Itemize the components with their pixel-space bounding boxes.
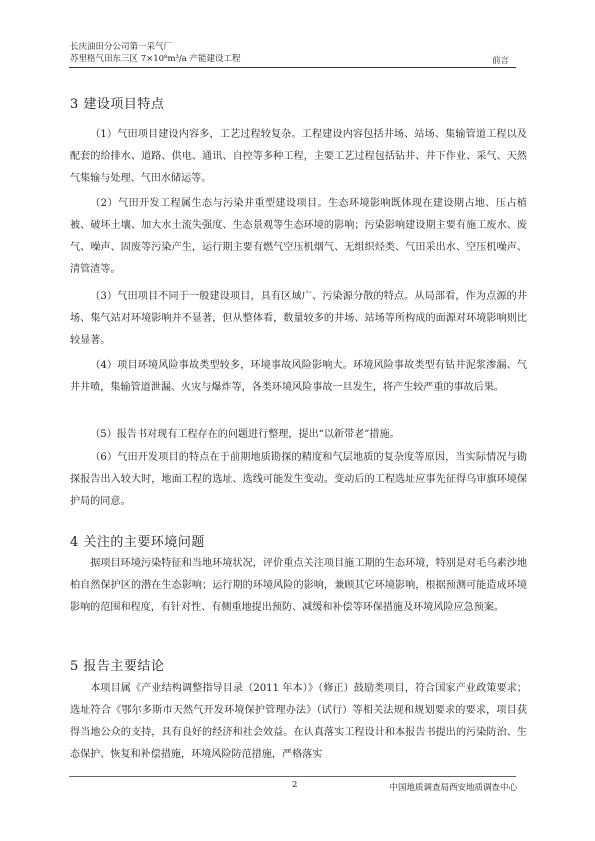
header-divider	[69, 67, 516, 68]
header-company: 长庆油田分公司第一采气厂	[70, 42, 173, 52]
header-project	[70, 41, 241, 65]
footer-divider	[69, 776, 516, 777]
page-number: 2	[292, 780, 298, 790]
paragraph: （1）气田项目建设内容多，工艺过程较复杂。工程建设内容包括井场、站场、集输管道工程以及配套的给排水、道路、供电、通讯、自控等多种工程，主要工艺过程包括钻井、井下作业、采气、天然气集输与处理、气田水储运等。	[70, 129, 527, 184]
paragraph: （6）气田开发项目的特点在于前期地质勘探的精度和气层地质的复杂度等原因，当实际情况与勘探报告出入较大时，地面工程的选址、选线可能发生变动。变动后的工程选址应事先征得乌审旗环境保护局的同意。	[70, 452, 527, 507]
paragraph: （3）气田项目不同于一般建设项目，具有区域广、污染源分散的特点。从局部看，作为点源的井场、集气站对环境影响并不显著，但从整体看，数量较多的井场、站场等所构成的面源对环境影响则比较显著。	[70, 291, 527, 346]
paragraph: 本项目属《产业结构调整指导目录（2011 年本）》（修正）鼓励类项目，符合国家产业政策要求；选址符合《鄂尔多斯市天然气开发环境保护管理办法》（试行）等相关法规和规划要求的要求，项目获得当地公众的支持，具有良好的经济和社会效益。在认真落实工程设计和本报告书提出的污染防治、生态保护、恢复和补偿措施，环境风险防范措施，严格落实	[70, 683, 527, 760]
section-heading-5: 5 报告主要结论	[70, 659, 165, 674]
header-section: 前言	[491, 56, 509, 66]
footer-organization: 中国地质调查局西安地质调查中心	[389, 783, 517, 793]
section-heading-4: 4 关注的主要环境问题	[70, 535, 205, 550]
paragraph: （4）项目环境风险事故类型较多，环境事故风险影响大。环境风险事故类型有钻井泥浆渗漏、气井井喷，集输管道泄漏、火灾与爆炸等，各类环境风险事故一旦发生，将产生较严重的事故后果。	[70, 360, 527, 393]
header-project-title: 苏里格气田东三区 7×10⁸m³/a 产能建设工程	[70, 54, 241, 64]
section-heading-3: 3 建设项目特点	[70, 97, 165, 112]
paragraph: 据项目环境污染特征和当地环境状况，评价重点关注项目施工期的生态环境，特别是对毛乌素沙地柏自然保护区的潜在生态影响；运行期的环境风险的影响，兼顾其它环境影响，根据预测可能造成环境影响的范围和程度，有针对性、有侧重地提出预防、减缓和补偿等环保措施及环境风险应急预案。	[70, 558, 527, 613]
paragraph: （2）气田开发工程属生态与污染并重型建设项目。生态环境影响既体现在建设期占地、压占植被、破坏土壤、加大水土流失强度、生态景观等生态环境的影响；污染影响建设期主要有施工废水、废气、噪声、固废等污染产生，运行期主要有燃气空压机烟气、无组织烃类、气田采出水、空压机噪声、清管渣等。	[70, 198, 527, 275]
paragraph: （5）报告书对现有工程存在的问题进行整理，提出“以新带老”措施。	[90, 429, 400, 440]
